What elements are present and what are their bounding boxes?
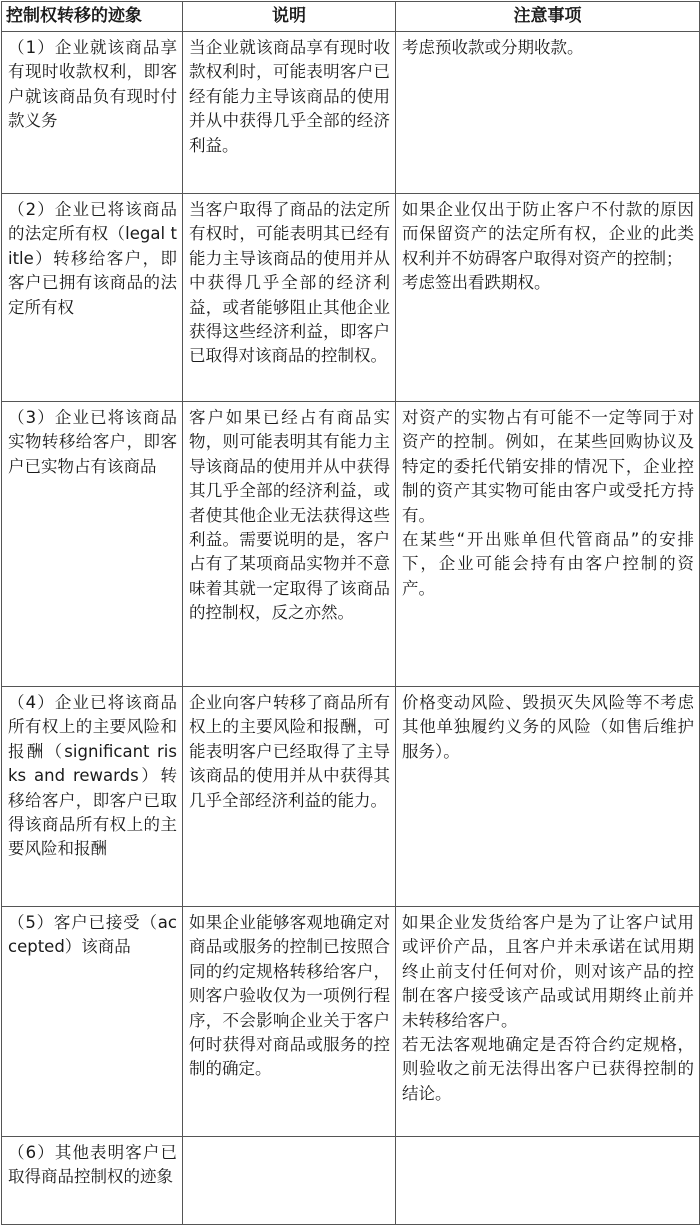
explanation-cell: 企业向客户转移了商品所有权上的主要风险和报酬，可能表明客户已经取得了主导该商品的使用并从中获得其几乎全部经济利益的能力。 <box>183 687 396 907</box>
header-notes: 注意事项 <box>396 2 700 32</box>
control-transfer-table <box>1 1 700 1225</box>
notes-cell <box>396 687 700 907</box>
notes-cell <box>396 1137 700 1225</box>
table-row <box>2 907 700 1137</box>
table-row <box>2 402 700 687</box>
note-paragraph: 价格变动风险、毁损灭失风险等不考虑其他单独履约义务的风险（如售后维护服务）。 <box>402 693 694 761</box>
sign-cell: （1）企业就该商品享有现时收款权利，即客户就该商品负有现时付款义务 <box>2 32 183 194</box>
explanation-cell: 如果企业能够客观地确定对商品或服务的控制已按照合同的约定规格转移给客户，则客户验收仅为一项例行程序，不会影响企业关于客户何时获得对商品或服务的控制的确定。 <box>183 907 396 1137</box>
sign-cell: （3）企业已将该商品实物转移给客户，即客户已实物占有该商品 <box>2 402 183 687</box>
sign-cell: （4）企业已将该商品所有权上的主要风险和报酬（significant risks and rewards）转移给客户，即客户已取得该商品所有权上的主要风险和报酬 <box>2 687 183 907</box>
note-paragraph: 考虑签出看跌期权。 <box>402 273 551 293</box>
explanation-cell <box>183 1137 396 1225</box>
note-paragraph: 对资产的实物占有可能不一定等同于对资产的控制。例如，在某些回购协议及特定的委托代销安排的情况下，企业控制的资产其实物可能由客户或受托方持有。 <box>402 408 694 525</box>
notes-cell <box>396 402 700 687</box>
explanation-cell: 当企业就该商品享有现时收款权利时，可能表明客户已经有能力主导该商品的使用并从中获得几乎全部的经济利益。 <box>183 32 396 194</box>
header-sign: 控制权转移的迹象 <box>2 2 183 32</box>
notes-cell <box>396 32 700 194</box>
table-row <box>2 194 700 402</box>
sign-cell: （5）客户已接受（accepted）该商品 <box>2 907 183 1137</box>
note-paragraph: 若无法客观地确定是否符合约定规格，则验收之前无法得出客户已获得控制的结论。 <box>402 1035 694 1103</box>
explanation-cell: 当客户取得了商品的法定所有权时，可能表明其已经有能力主导该商品的使用并从中获得几乎全部的经济利益，或者能够阻止其他企业获得这些经济利益，即客户已取得对该商品的控制权。 <box>183 194 396 402</box>
table-row <box>2 1137 700 1225</box>
table-row <box>2 687 700 907</box>
explanation-cell: 客户如果已经占有商品实物，则可能表明其有能力主导该商品的使用并从中获得其几乎全部的经济利益，或者使其他企业无法获得这些利益。需要说明的是，客户占有了某项商品实物并不意味着其就一定取得了该商品的控制权，反之亦然。 <box>183 402 396 687</box>
header-row <box>2 2 700 32</box>
notes-cell <box>396 194 700 402</box>
table-row <box>2 32 700 194</box>
header-explanation: 说明 <box>183 2 396 32</box>
note-paragraph: 在某些“开出账单但代管商品”的安排下，企业可能会持有由客户控制的资产。 <box>402 530 694 598</box>
sign-cell: （2）企业已将该商品的法定所有权（legal title）转移给客户，即客户已拥有该商品的法定所有权 <box>2 194 183 402</box>
notes-cell <box>396 907 700 1137</box>
note-paragraph: 考虑预收款或分期收款。 <box>402 38 584 57</box>
sign-cell: （6）其他表明客户已取得商品控制权的迹象 <box>2 1137 183 1225</box>
note-paragraph: 如果企业发货给客户是为了让客户试用或评价产品，且客户并未承诺在试用期终止前支付任何对价，则对该产品的控制在客户接受该产品或试用期终止前并未转移给客户。 <box>402 913 694 1030</box>
note-paragraph: 如果企业仅出于防止客户不付款的原因而保留资产的法定所有权，企业的此类权利并不妨碍客户取得对资产的控制； <box>402 200 694 268</box>
